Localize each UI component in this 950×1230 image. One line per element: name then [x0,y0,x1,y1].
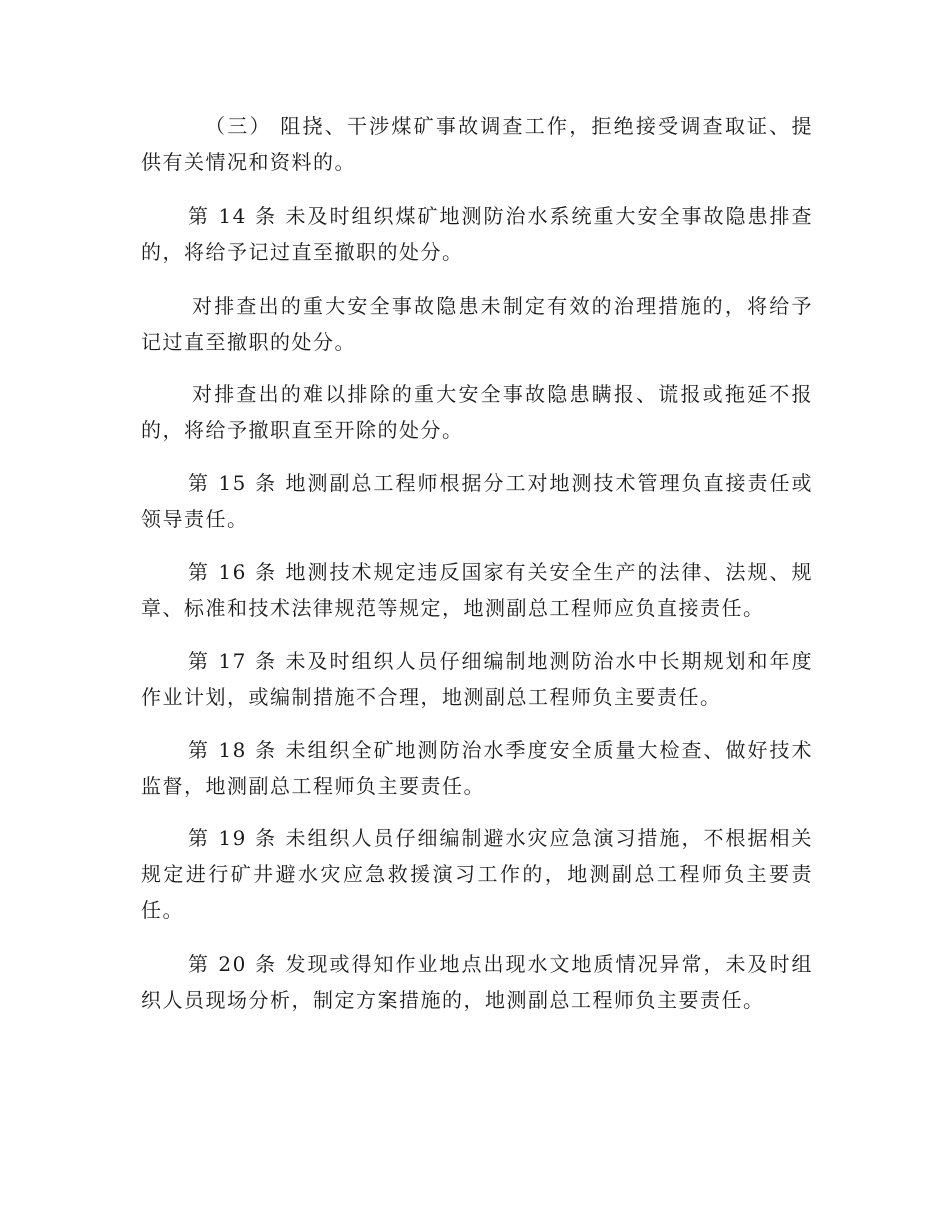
paragraph-article-20: 第 20 条 发现或得知作业地点出现水文地质情况异常，未及时组织人员现场分析，制定方案措施的，地测副总工程师负主要责任。 [141,952,813,1012]
paragraph-article-14-concealed-hazards: 对排查出的难以排除的重大安全事故隐患瞒报、谎报或拖延不报的，将给予撤职直至开除的处分。 [141,382,813,442]
paragraph-item-3: （三） 阻挠、干涉煤矿事故调查工作，拒绝接受调查取证、提供有关情况和资料的。 [141,114,813,174]
paragraph-article-18: 第 18 条 未组织全矿地测防治水季度安全质量大检查、做好技术监督，地测副总工程师负主要责任。 [141,738,813,798]
paragraph-article-14: 第 14 条 未及时组织煤矿地测防治水系统重大安全事故隐患排查的，将给予记过直至撤职的处分。 [141,204,813,264]
paragraph-article-15: 第 15 条 地测副总工程师根据分工对地测技术管理负直接责任或领导责任。 [141,471,813,531]
paragraph-article-17: 第 17 条 未及时组织人员仔细编制地测防治水中长期规划和年度作业计划，或编制措施不合理，地测副总工程师负主要责任。 [141,649,813,709]
paragraph-article-19: 第 19 条 未组织人员仔细编制避水灾应急演习措施，不根据相关规定进行矿井避水灾应急救援演习工作的，地测副总工程师负主要责任。 [141,826,813,922]
paragraph-article-16: 第 16 条 地测技术规定违反国家有关安全生产的法律、法规、规章、标准和技术法律规范等规定，地测副总工程师应负直接责任。 [141,560,813,620]
paragraph-article-14-unremedied-hazards: 对排查出的重大安全事故隐患未制定有效的治理措施的，将给予记过直至撤职的处分。 [141,294,813,354]
